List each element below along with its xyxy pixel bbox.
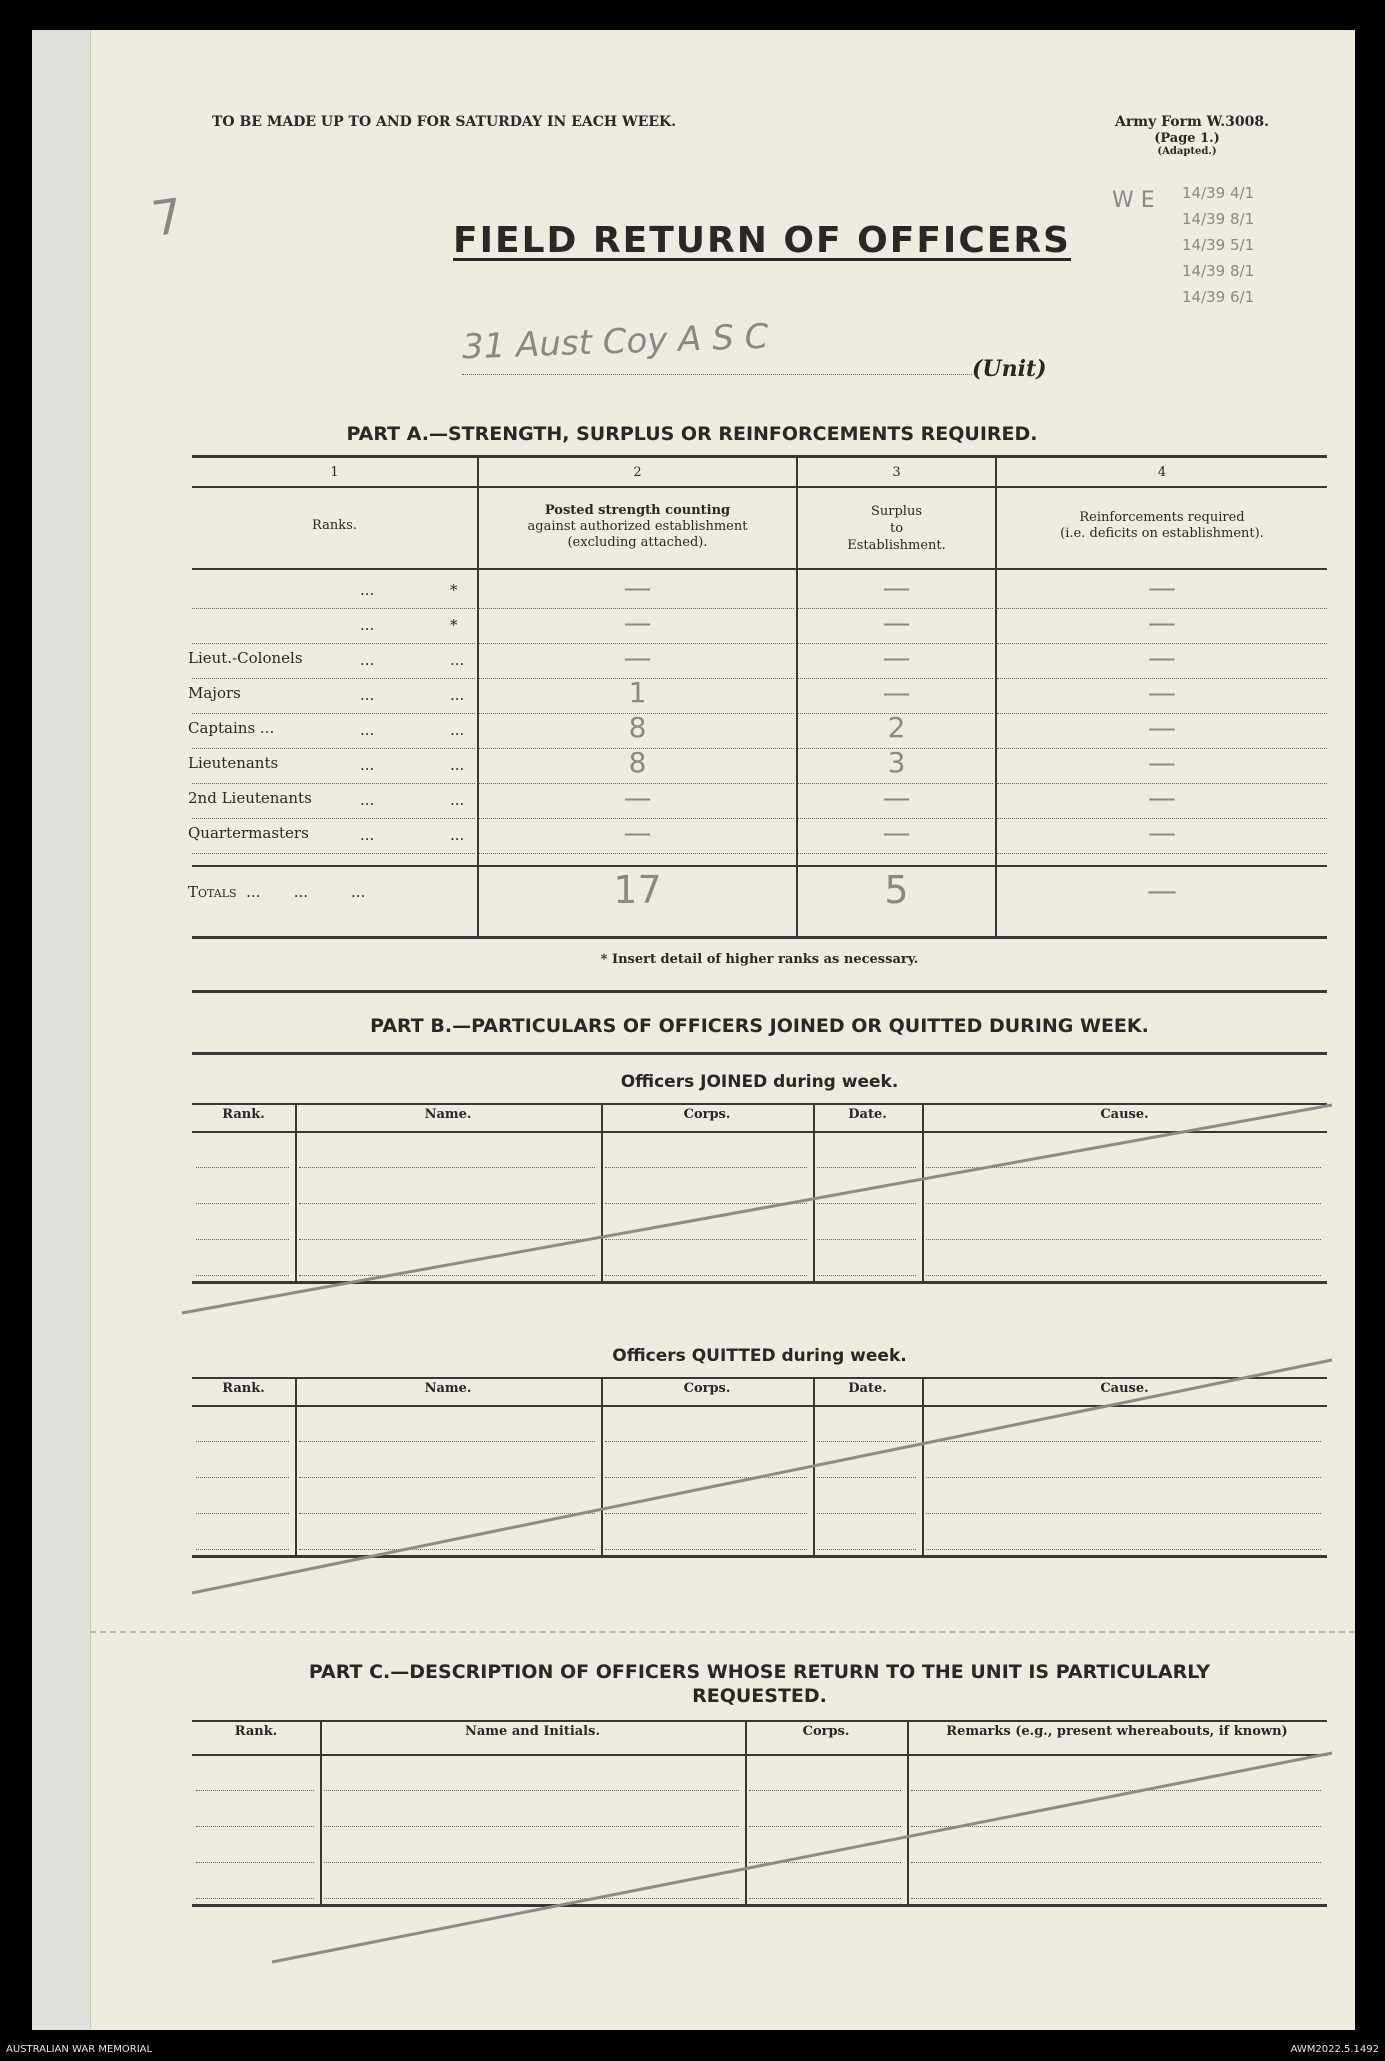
rank-dots: ... [360,581,375,599]
quitted-col-header: Date. [848,1381,887,1396]
rank-marker: ... [450,791,465,809]
rank-marker: ... [450,826,465,844]
part-c-heading-line: PART C.—DESCRIPTION OF OFFICERS WHOSE RETURN TO THE UNIT IS PARTICULARLY [308,1661,1211,1683]
part-c-strike-line [272,1753,1332,1962]
rank-dots: ... [360,721,375,739]
rank-dots: ... [360,826,375,844]
rank-marker: * [450,581,458,599]
reinf-value: — [1148,571,1176,604]
totals-label: Totals ... ... ... [188,883,366,901]
reinf-value: — [1148,606,1176,639]
rank-dots: ... [360,756,375,774]
rank-dots: ... [360,651,375,669]
footer-right: AWM2022.5.1492 [1290,2044,1379,2055]
quitted-col-header: Rank. [222,1381,265,1396]
instruction-text: TO BE MADE UP TO AND FOR SATURDAY IN EACH WEEK. [212,114,677,130]
partc-col-header: Corps. [802,1724,850,1739]
page-title: FIELD RETURN OF OFFICERS [453,220,1071,261]
quitted-col-header: Cause. [1100,1381,1149,1396]
surplus-header-line: to [889,521,904,536]
joined-title: Officers JOINED during week. [620,1072,899,1092]
reinf-header-line: Reinforcements required [1079,510,1245,525]
surplus-value: — [882,606,911,639]
part-a-heading: PART A.—STRENGTH, SURPLUS OR REINFORCEMENTS REQUIRED. [346,423,1038,445]
rank-label: Quartermasters [188,824,309,842]
posted-value: — [623,606,652,639]
rank-marker: * [450,616,458,634]
rank-marker: ... [450,686,465,704]
joined-col-header: Rank. [222,1107,265,1122]
rank-marker: ... [450,721,465,739]
surplus-value: — [882,571,911,604]
joined-col-header: Date. [848,1107,887,1122]
col-number: 3 [892,465,901,480]
posted-value: — [623,781,652,814]
margin-note: 14/39 4/1 [1182,184,1255,202]
part-a-footnote: * Insert detail of higher ranks as necessary. [600,952,919,967]
margin-note: 14/39 8/1 [1182,262,1255,280]
joined-col-header: Cause. [1100,1107,1149,1122]
reinf-value: — [1148,641,1176,674]
margin-note: 14/39 5/1 [1182,236,1255,254]
margin-numeral: 7 [148,188,187,248]
adapted-note: (Adapted.) [1157,146,1217,157]
part-b-heading: PART B.—PARTICULARS OF OFFICERS JOINED OR QUITTED DURING WEEK. [370,1015,1149,1037]
joined-strike-line [182,1105,1332,1313]
surplus-value: — [882,641,911,674]
rank-marker: ... [450,651,465,669]
unit-name-handwritten: 31 Aust Coy A S C [461,316,770,368]
col-number: 2 [633,465,642,480]
posted-header-line: against authorized establishment [527,519,748,534]
form-sheet [32,30,1355,2030]
rank-label: Lieutenants [188,754,279,772]
partc-col-header: Name and Initials. [465,1724,600,1739]
rank-marker: ... [450,756,465,774]
partc-col-header: Remarks (e.g., present whereabouts, if known) [946,1724,1288,1739]
joined-col-header: Name. [424,1107,472,1122]
unit-label: (Unit) [972,356,1047,382]
ranks-header: Ranks. [312,518,357,533]
totals-surplus: 5 [884,868,909,912]
totals-posted: 17 [613,868,662,912]
posted-header-line: (excluding attached). [567,535,708,550]
reinf-value: — [1148,746,1176,779]
surplus-value: 3 [887,746,906,779]
surplus-value: 2 [887,711,906,744]
quitted-col-header: Name. [424,1381,472,1396]
margin-note-we: W E [1112,188,1155,213]
rank-dots: ... [360,616,375,634]
strike-lines [32,30,1355,2030]
joined-col-header: Corps. [683,1107,731,1122]
quitted-title: Officers QUITTED during week. [612,1346,907,1366]
rank-label: Lieut.-Colonels [188,649,303,667]
posted-value: 8 [628,711,647,744]
rank-dots: ... [360,686,375,704]
quitted-col-header: Corps. [683,1381,731,1396]
reinf-value: — [1148,711,1176,744]
rank-label: 2nd Lieutenants [188,789,312,807]
totals-label-text: Totals [188,883,237,901]
margin-note: 14/39 8/1 [1182,210,1255,228]
rank-dots: ... [360,791,375,809]
surplus-value: — [882,781,911,814]
surplus-value: — [882,816,911,849]
footer-left: AUSTRALIAN WAR MEMORIAL [6,2044,153,2055]
surplus-header-line: Establishment. [847,538,946,553]
posted-value: 8 [628,746,647,779]
surplus-value: — [882,676,911,709]
reinf-value: — [1148,781,1176,814]
totals-reinf: — [1147,874,1177,909]
col-number: 4 [1157,465,1167,480]
reinf-header-line: (i.e. deficits on establishment). [1060,526,1264,541]
rank-label: Captains ... [188,719,275,737]
reinf-value: — [1148,676,1176,709]
margin-note: 14/39 6/1 [1182,288,1255,306]
col-number: 1 [330,465,339,480]
posted-value: — [623,571,652,604]
posted-value: 1 [628,676,647,709]
posted-value: — [623,816,652,849]
page-number: (Page 1.) [1154,131,1220,146]
posted-value: — [623,641,652,674]
posted-header-line: Posted strength counting [544,503,731,518]
quitted-strike-line [192,1360,1332,1593]
reinf-value: — [1148,816,1176,849]
army-form-number: Army Form W.3008. [1115,114,1269,130]
rank-label: Majors [188,684,241,702]
surplus-header-line: Surplus [870,504,923,519]
part-c-heading-line: REQUESTED. [692,1685,827,1707]
partc-col-header: Rank. [234,1724,278,1739]
